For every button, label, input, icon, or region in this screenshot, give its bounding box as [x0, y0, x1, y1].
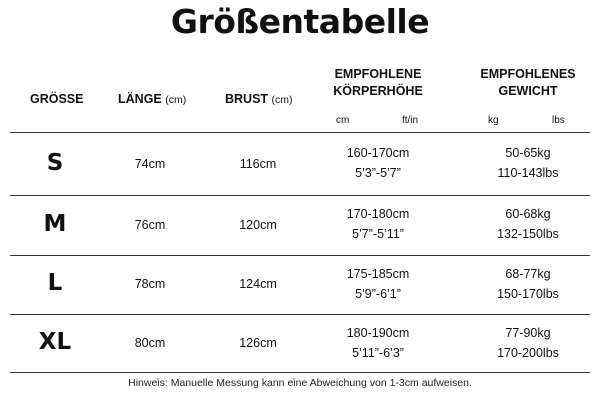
chest-value: 124cm [239, 277, 277, 291]
header-size: GRÖSSE [30, 92, 84, 106]
weight-kg: 68-77kg [505, 267, 551, 281]
divider-row-4 [10, 372, 590, 373]
weight-range [468, 204, 588, 244]
height-range [318, 323, 438, 363]
header-height-line2: KÖRPERHÖHE [333, 84, 423, 98]
weight-lbs: 132-150lbs [497, 227, 559, 241]
length-value: 74cm [134, 157, 166, 171]
chest-value: 120cm [239, 218, 277, 232]
header-height [318, 66, 438, 100]
weight-lbs: 110-143lbs [497, 166, 559, 180]
weight-kg: 77-90kg [505, 326, 551, 340]
header-weight-line2: GEWICHT [498, 84, 558, 98]
weight-lbs: 150-170lbs [497, 287, 559, 301]
height-cm: 180-190cm [346, 326, 410, 340]
length-value: 80cm [134, 336, 166, 350]
height-ftin: 5’3”-5’7” [355, 166, 401, 180]
header-weight-unit-kg: kg [488, 115, 499, 126]
header-height-line1: EMPFOHLENE [334, 67, 422, 81]
size-label: S [46, 150, 64, 176]
height-cm: 160-170cm [346, 146, 410, 160]
weight-range [468, 143, 588, 183]
size-label: XL [38, 329, 72, 355]
divider-row-3 [10, 314, 590, 315]
height-ftin: 5’9”-6’1” [355, 287, 401, 301]
chest-value: 126cm [239, 336, 277, 350]
weight-range [468, 264, 588, 304]
weight-range [468, 323, 588, 363]
height-range [318, 143, 438, 183]
header-chest [225, 92, 293, 106]
height-cm: 170-180cm [346, 207, 410, 221]
size-label: M [43, 211, 67, 237]
height-ftin: 5’7”-5’11” [352, 227, 404, 241]
divider-row-1 [10, 195, 590, 196]
length-value: 78cm [134, 277, 166, 291]
header-chest-label: BRUST [225, 92, 269, 106]
weight-kg: 60-68kg [505, 207, 551, 221]
weight-kg: 50-65kg [505, 146, 551, 160]
header-length [118, 92, 186, 106]
page-title: Größentabelle [170, 2, 430, 41]
height-cm: 175-185cm [346, 267, 410, 281]
measurement-note: Hinweis: Manuelle Messung kann eine Abweichung von 1-3cm aufweisen. [128, 377, 472, 389]
chest-value: 116cm [239, 157, 277, 171]
header-chest-unit: (cm) [271, 94, 293, 106]
header-length-unit: (cm) [165, 94, 187, 106]
length-value: 76cm [134, 218, 166, 232]
height-range [318, 204, 438, 244]
divider-header [10, 132, 590, 133]
height-ftin: 5’11”-6’3” [352, 346, 404, 360]
divider-row-2 [10, 255, 590, 256]
header-weight-line1: EMPFOHLENES [480, 67, 576, 81]
header-height-unit-ftin: ft/in [402, 115, 419, 126]
header-weight-unit-lbs: lbs [552, 115, 565, 126]
header-length-label: LÄNGE [118, 92, 162, 106]
size-label: L [47, 270, 63, 296]
height-range [318, 264, 438, 304]
weight-lbs: 170-200lbs [497, 346, 559, 360]
header-height-unit-cm: cm [336, 115, 350, 126]
header-weight [468, 66, 588, 100]
